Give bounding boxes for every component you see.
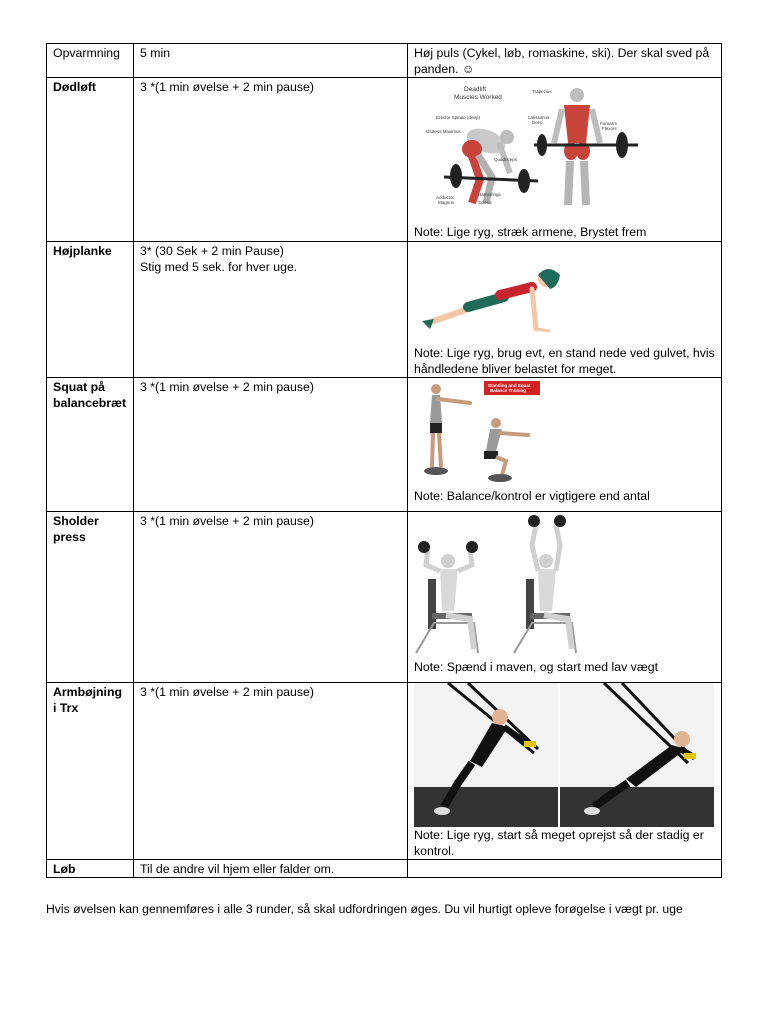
exercise-note: Note: Lige ryg, stræk armene, Brystet frem xyxy=(414,225,647,239)
exercise-dose: 3 *(1 min øvelse + 2 min pause) xyxy=(134,78,408,242)
exercise-name: Squat på balancebræt xyxy=(47,378,134,512)
exercise-name: Højplanke xyxy=(47,242,134,378)
deadlift-label-left: Erector Spinae (deep) Gluteus Maximus Quadriceps Adductor Magnus Hamstrings Soleus xyxy=(426,115,518,205)
exercise-cell xyxy=(408,78,722,242)
exercise-name: Dødløft xyxy=(47,78,134,242)
exercise-dose: 3* (30 Sek + 2 min Pause) Stig med 5 sek. for hver uge. xyxy=(134,242,408,378)
squat-balance-illustration xyxy=(414,381,544,485)
exercise-cell xyxy=(408,512,722,683)
exercise-dose: 5 min xyxy=(134,44,408,78)
exercise-note: Note: Balance/kontrol er vigtigere end antal xyxy=(414,489,650,503)
table-row xyxy=(47,44,722,78)
exercise-note: Note: Spænd i maven, og start med lav vægt xyxy=(414,660,659,674)
exercise-cell xyxy=(408,683,722,860)
exercise-dose: 3 *(1 min øvelse + 2 min pause) xyxy=(134,683,408,860)
table-row xyxy=(47,512,722,683)
exercise-dose: 3 *(1 min øvelse + 2 min pause) xyxy=(134,378,408,512)
exercise-cell xyxy=(408,378,722,512)
trx-pushup-photo xyxy=(414,683,714,827)
table-row xyxy=(47,78,722,242)
table-row xyxy=(47,378,722,512)
exercise-note xyxy=(408,860,722,878)
deadlift-illustration xyxy=(414,81,654,223)
exercise-name: Sholder press xyxy=(47,512,134,683)
exercise-note: Høj puls (Cykel, løb, romaskine, ski). Der skal sved på panden. ☺ xyxy=(408,44,722,78)
table-row xyxy=(47,860,722,878)
table-row xyxy=(47,242,722,378)
shoulder-press-illustration xyxy=(414,515,584,655)
exercise-name: Løb xyxy=(47,860,134,878)
table-row xyxy=(47,683,722,860)
exercise-name: Armbøjning i Trx xyxy=(47,683,134,860)
training-table xyxy=(46,43,722,878)
plank-illustration xyxy=(414,245,574,339)
deadlift-title: Deadlift Muscles Worked xyxy=(454,86,502,101)
exercise-note: Note: Lige ryg, start så meget oprejst så der stadig er kontrol. xyxy=(414,828,704,858)
exercise-dose: Til de andre vil hjem eller falder om. xyxy=(134,860,408,878)
exercise-dose: 3 *(1 min øvelse + 2 min pause) xyxy=(134,512,408,683)
exercise-name: Opvarmning xyxy=(47,44,134,78)
footer-text: Hvis øvelsen kan gennemføres i alle 3 runder, så skal udfordringen øges. Du vil hurtigt opleve forøgelse i vægt pr. uge xyxy=(46,902,683,916)
deadlift-label-right: Trapezius Latissimus Dorsi Forearm Flexors xyxy=(528,89,618,131)
squat-banner-text: Standing and Squat Balance Training xyxy=(488,383,531,393)
exercise-note: Note: Lige ryg, brug evt, en stand nede ved gulvet, hvis håndledene bliver belastet for meget. xyxy=(414,346,715,376)
exercise-cell xyxy=(408,242,722,378)
